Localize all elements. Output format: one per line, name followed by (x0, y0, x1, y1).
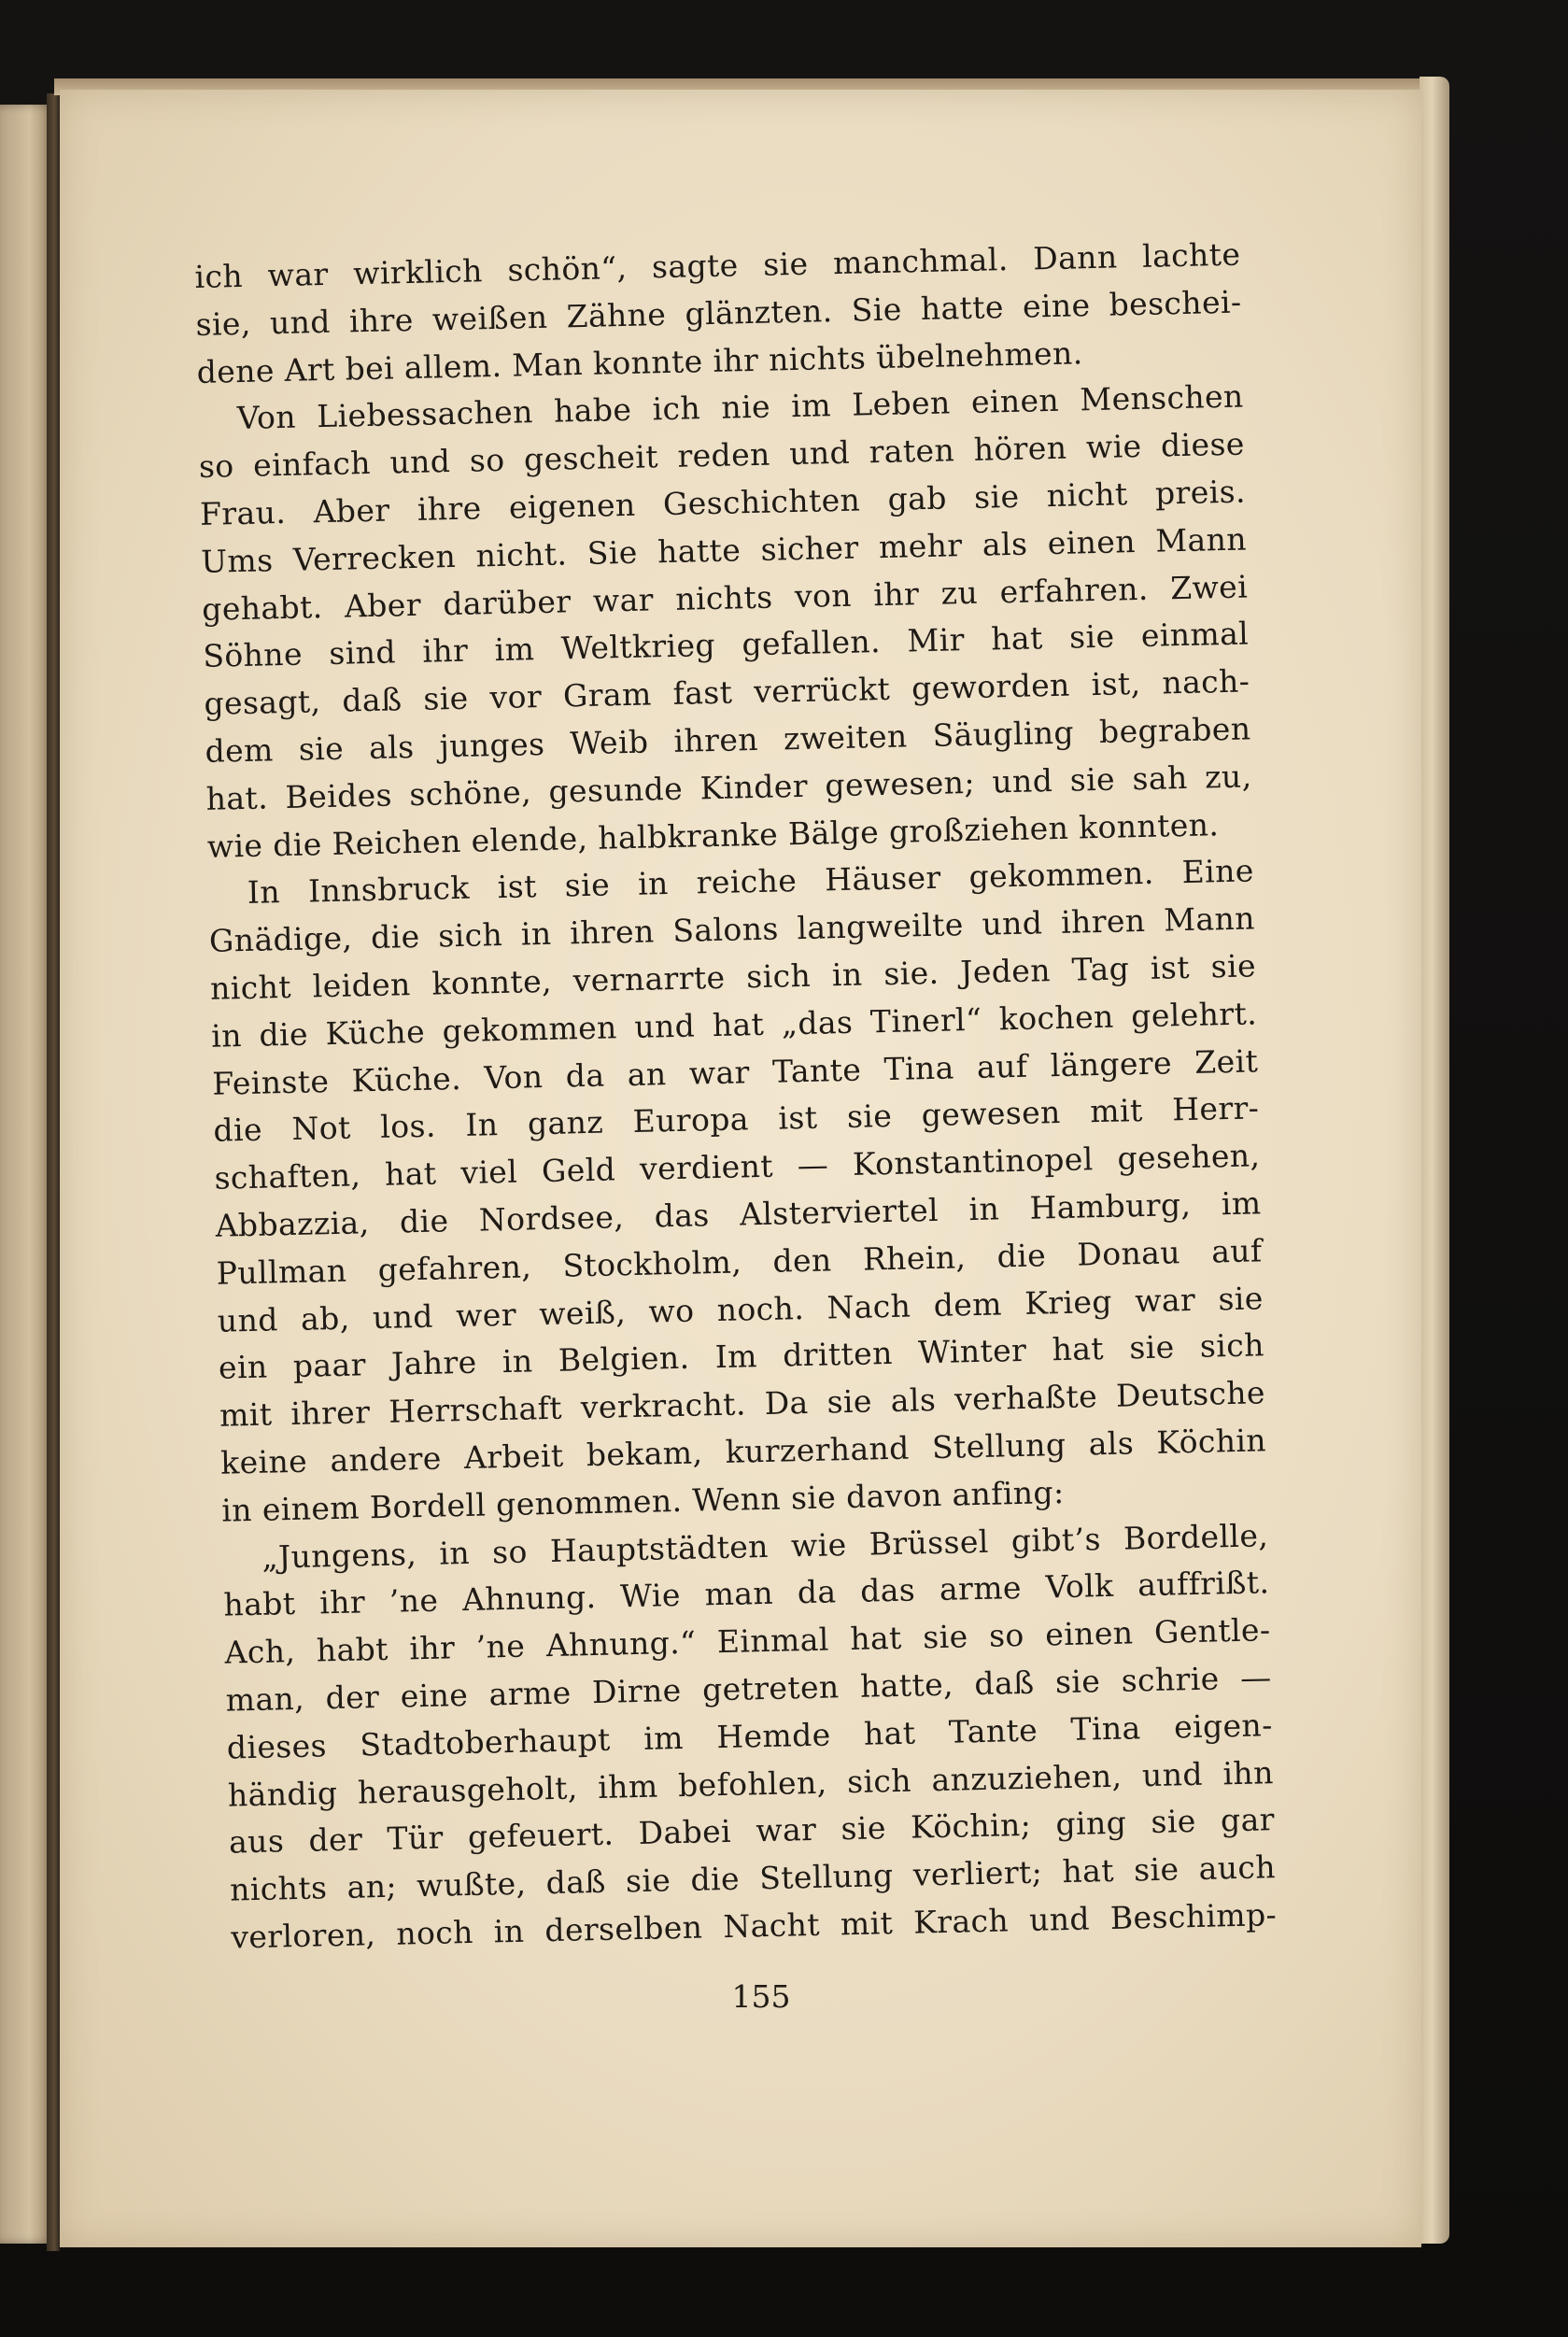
text-line: Gnädige, die sich in ihren Salons langweilte und ihren Mann (208, 899, 1256, 959)
text-line: „Jungens, in so Hauptstädten wie Brüssel gibt’s Bordelle, (261, 1516, 1269, 1576)
text-line: aus der Tür gefeuert. Dabei war sie Köchin; ging sie gar (228, 1801, 1276, 1861)
text-line: man, der eine arme Dirne getreten hatte, daß sie schrie — (225, 1659, 1272, 1719)
text-line: nichts an; wußte, daß sie die Stellung verliert; hat sie auch (229, 1848, 1277, 1908)
text-line: Frau. Aber ihre eigenen Geschichten gab sie nicht preis. (199, 473, 1247, 532)
text-line: hat. Beides schöne, gesunde Kinder gewesen; und sie sah zu, (205, 758, 1252, 817)
page-number: 155 (731, 1978, 791, 2015)
cover-edge (1420, 77, 1449, 2244)
text-line: In Innsbruck ist sie in reiche Häuser gekommen. Eine (247, 852, 1255, 912)
text-line: mit ihrer Herrschaft verkracht. Da sie als verhaßte Deutsche (219, 1374, 1266, 1434)
text-line: Feinste Küche. Von da an war Tante Tina auf längere Zeit (211, 1041, 1259, 1102)
text-line: in die Küche gekommen und hat „das Tinerl“ kochen gelehrt. (210, 995, 1258, 1055)
text-line: Ach, habt ihr ’ne Ahnung.“ Einmal hat sie so einen Gentle- (224, 1611, 1271, 1671)
text-line: in einem Bordell genommen. Wenn sie davon anfing: (220, 1473, 1065, 1529)
text-line: ich war wirklich schön“, sagte sie manchmal. Dann lachte (194, 235, 1241, 295)
text-line: Söhne sind ihr im Weltkrieg gefallen. Mir hat sie einmal (202, 615, 1250, 675)
text-line: Abbazzia, die Nordsee, das Alsterviertel in Hamburg, im (215, 1184, 1262, 1244)
text-line: Ums Verrecken nicht. Sie hatte sicher mehr als einen Mann (200, 520, 1248, 580)
text-line: Von Liebessachen habe ich nie im Leben einen Menschen (236, 377, 1245, 437)
text-line: so einfach und so gescheit reden und raten hören wie diese (198, 425, 1246, 486)
text-line: und ab, und wer weiß, wo noch. Nach dem Krieg war sie (217, 1279, 1264, 1339)
text-line: die Not los. In ganz Europa ist sie gewesen mit Herr- (213, 1089, 1260, 1150)
text-line: ein paar Jahre in Belgien. Im dritten Winter hat sie sich (218, 1326, 1265, 1387)
text-line: dene Art bei allem. Man konnte ihr nichts übelnehmen. (196, 333, 1083, 390)
text-line: nicht leiden konnte, vernarrte sich in sie. Jeden Tag ist sie (209, 947, 1257, 1007)
text-line: händig herausgeholt, ihm befohlen, sich anzuziehen, und ihn (227, 1753, 1275, 1814)
text-line: schaften, hat viel Geld verdient — Konstantinopel gesehen, (214, 1137, 1261, 1197)
text-line: sie, und ihre weißen Zähne glänzten. Sie hatte eine beschei- (195, 283, 1242, 343)
book-gutter (47, 93, 60, 2251)
text-line: verloren, noch in derselben Nacht mit Krach und Beschimp- (230, 1896, 1278, 1956)
text-line: Pullman gefahren, Stockholm, den Rhein, die Donau auf (216, 1232, 1263, 1292)
text-line: gesagt, daß sie vor Gram fast verrückt geworden ist, nach- (204, 662, 1250, 723)
text-line: dieses Stadtoberhaupt im Hemde hat Tante Tina eigen- (226, 1706, 1274, 1766)
text-line: wie die Reichen elende, halbkranke Bälge großziehen konnten. (206, 805, 1220, 865)
text-line: gehabt. Aber darüber war nichts von ihr zu erfahren. Zwei (201, 568, 1249, 628)
text-line: dem sie als junges Weib ihren zweiten Säugling begraben (205, 710, 1251, 770)
body-text (194, 232, 1278, 1962)
text-line: keine andere Arbeit bekam, kurzerhand Stellung als Köchin (219, 1422, 1267, 1481)
text-line: habt ihr ’ne Ahnung. Wie man da das arme Volk auffrißt. (223, 1564, 1270, 1623)
